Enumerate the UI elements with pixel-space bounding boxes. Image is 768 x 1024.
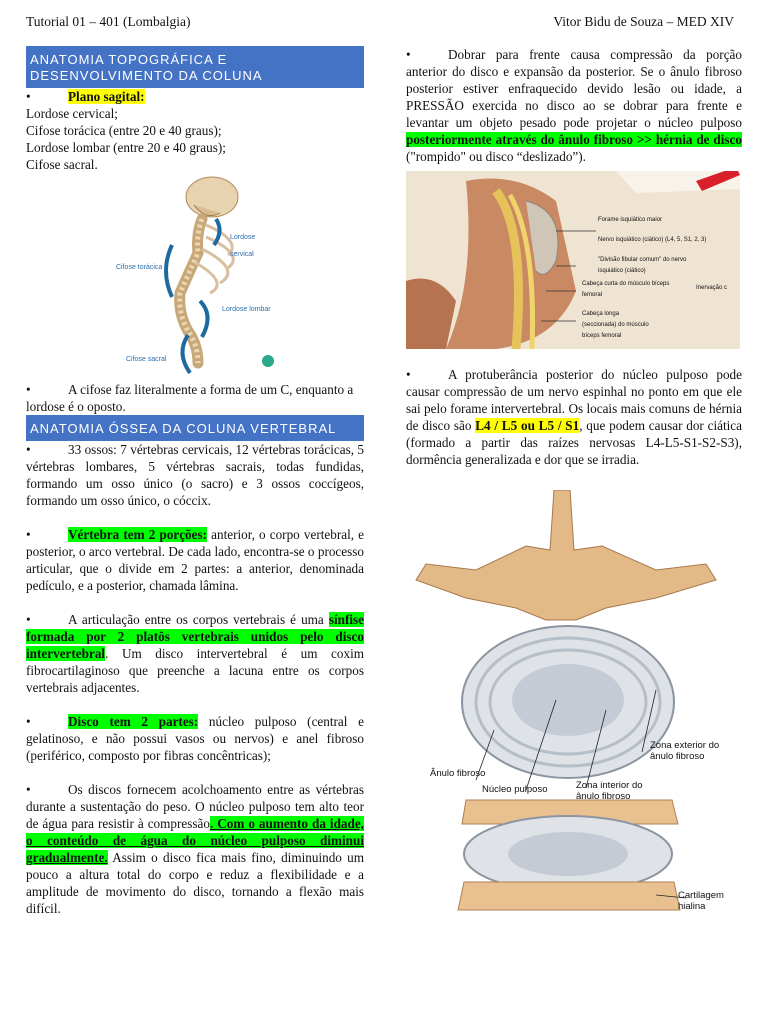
anatomy-photo <box>406 171 740 349</box>
label-cifose-toracica: Cifose torácica <box>116 264 163 271</box>
disc-label-zona-exterior: Zona exterior do ânulo fibroso <box>650 740 720 762</box>
photo-label-inervacao: Inervação c <box>696 285 728 291</box>
label-lordose-lombar: Lordose lombar <box>222 306 271 313</box>
disc-illustration <box>406 490 740 920</box>
bullet-plano-sagital: • Plano sagital: <box>26 89 145 104</box>
highlight-disco: Disco tem 2 partes: <box>68 714 199 729</box>
disc-label-nucleo: Núcleo pulposo <box>482 784 548 795</box>
disc-label-anulo: Ânulo fibroso <box>430 768 486 779</box>
paragraph-vertebra: • Vértebra tem 2 porções: anterior, o corpo vertebral, e posterior, o arco vertebral. De cada lado, encontra-se o processo articular, que o divide em 2 partes: a anterior, denominada pedículo, e a posterior, chamada lâmina. <box>26 527 364 593</box>
curve-line-2: Cifose torácica (entre 20 e 40 graus); <box>26 123 222 138</box>
right-column <box>406 46 742 920</box>
photo-label-nervo: Nervo isquiático (ciático) (L4, 5, S1, 2, 3) <box>598 237 707 243</box>
highlight-hernia: posteriormente através do ânulo fibroso >> hérnia de disco <box>406 132 742 147</box>
paragraph-acolchoamento: • Os discos fornecem acolchoamento entre as vértebras durante a sustentação do peso. O núcleo pulposo tem alto teor de água para resistir à compressão. Com o aumento da idade, o conteúdo de água do núcleo pulposo diminui gradualmente. Assim o disco fica mais fino, diminuindo um pouco a altura total do corpo e reduz a flexibilidade e a amplitude de movimento do disco, tornando a flexão mais difícil. <box>26 782 364 916</box>
photo-label-divisao: "Divisão fibular comum" do nervo isquiático (ciático) <box>598 257 687 274</box>
cifose-note: • A cifose faz literalmente a forma de um C, enquanto a lordose é o oposto. <box>26 382 354 414</box>
section-title-ossea: ANATOMIA ÓSSEA DA COLUNA VERTEBRAL <box>26 415 364 441</box>
spine-figure <box>110 173 280 381</box>
highlight-idade: . Com o aumento da idade, o conteúdo de água do núcleo pulposo diminui gradualmente. <box>26 816 364 865</box>
paragraph-dobrar: • Dobrar para frente causa compressão da porção anterior do disco e expansão da posterior. Se o ânulo fibroso posterior estiver enfraquecido devido lesão ou idade, a PRESSÃO exercida no disco ao se dobrar para frente e levantar um objeto pesado pode projetar o núcleo pulposo posteriormente através do ânulo fibroso >> hérnia de disco ("rompido" ou disco “deslizado”). <box>406 47 742 164</box>
highlight-l4-l5: L4 / L5 ou L5 / S1 <box>475 418 580 433</box>
label-lordose-cervical: Lordose cervical <box>230 234 256 258</box>
disc-label-cartilagem: Cartilagem hialina <box>678 890 724 912</box>
disc-figure <box>406 490 740 920</box>
photo-label-forame: Forame isquiático maior <box>598 217 663 223</box>
photo-label-cabeca-longa: Cabeça longa (seccionada) do músculo bíceps femoral <box>582 311 649 339</box>
paragraph-protuberancia: • A protuberância posterior do núcleo pulposo pode causar compressão de um nervo espinhal no ponto em que ele sai pelo forame intervertebral. Os locais mais comuns de hérnia de disco são L4 / L5 ou L5 / S1, que podem causar dor ciática (formado a partir das raízes nervosas L4-L5-S1-S2-S3), dormência generalizada e dor que se irradia. <box>406 367 742 467</box>
header-left: Tutorial 01 – 401 (Lombalgia) <box>26 14 191 29</box>
section-title-topografica: ANATOMIA TOPOGRÁFICA E DESENVOLVIMENTO DA COLUNA <box>26 46 364 88</box>
disc-label-zona-interior: Zona interior do ânulo fibroso <box>576 780 643 802</box>
highlight-vertebra: Vértebra tem 2 porções: <box>68 527 208 542</box>
left-column <box>26 46 364 917</box>
curve-line-4: Cifose sacral. <box>26 157 98 172</box>
photo-label-cabeca-curta: Cabeça curta do músculo bíceps femoral <box>582 281 670 298</box>
header-right: Vitor Bidu de Souza – MED XIV <box>553 14 734 29</box>
highlight-sinfise: sínfise formada por 2 platôs vertebrais unidos pelo disco intervertebral <box>26 612 364 661</box>
plano-sagital-label: Plano sagital: <box>68 89 145 104</box>
curve-line-3: Lordose lombar (entre 20 e 40 graus); <box>26 140 226 155</box>
paragraph-33-ossos: • 33 ossos: 7 vértebras cervicais, 12 vértebras torácicas, 5 vértebras lombares, 5 vértebras sacrais, todas fundidas, formando um osso único (o sacro) e 3 ossos coccígeos, formando um osso único, o cóccix. <box>26 442 364 508</box>
spine-illustration <box>110 175 280 379</box>
paragraph-disco-partes: • Disco tem 2 partes: núcleo pulposo (central e gelatinoso, e não possui vasos ou nervos) e anel fibroso (periférico, composto por fibras concêntricas); <box>26 714 364 763</box>
label-cifose-sacral: Cifose sacral <box>126 356 167 363</box>
paragraph-articulacao: • A articulação entre os corpos vertebrais é uma sínfise formada por 2 platôs vertebrais unidos pelo disco intervertebral. Um disco intervertebral é um coxim fibrocartilaginoso que preenche a lacuna entre os corpos vertebrais adjacentes. <box>26 612 364 695</box>
curve-line-1: Lordose cervical; <box>26 106 118 121</box>
